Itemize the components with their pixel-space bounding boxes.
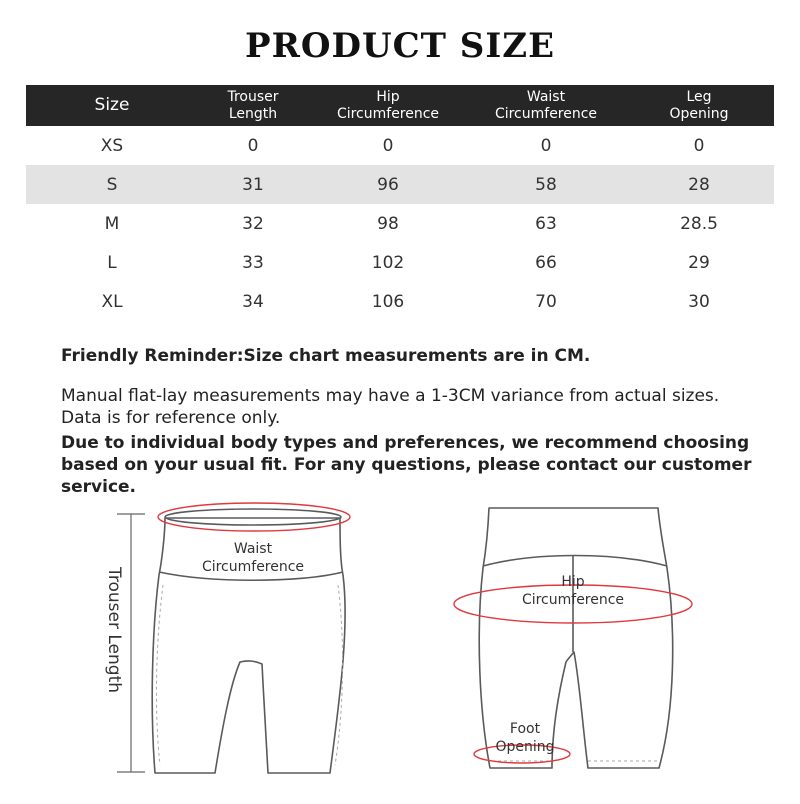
table-cell: 63 [535,213,557,234]
header-trouser-length: Trouser Length [198,85,308,126]
friendly-reminder: Friendly Reminder:Size chart measurements are in CM. [61,346,591,366]
table-cell: 31 [198,165,308,204]
table-header-row [26,85,774,126]
front-shorts-stitching [156,585,342,765]
table-row [26,243,774,282]
variance-note: Manual flat-lay measurements may have a 1-3CM variance from actual sizes. Data is for reference only. [61,386,720,428]
table-cell: M [104,213,120,234]
header-hip-circumference: Hip Circumference [308,85,468,126]
measurement-diagram [0,480,800,800]
waist-circumference-label: Waist Circumference [201,541,305,575]
table-cell: 0 [693,135,705,156]
foot-opening-label: Foot Opening [495,721,555,755]
advice-note: Due to individual body types and preferences, we recommend choosing based on your usual fit. For any questions, please contact our customer service. [61,433,752,497]
table-cell: 28.5 [680,213,718,234]
table-cell: 29 [688,252,710,273]
waist-measure-ring [158,503,350,531]
table-cell: 96 [308,165,468,204]
table-cell: 58 [468,165,624,204]
table-cell: 32 [242,213,264,234]
table-cell: 28 [624,165,774,204]
table-cell: 33 [242,252,264,273]
size-table [26,85,774,321]
hip-circumference-label: Hip Circumference [521,574,625,608]
table-cell: L [107,252,117,273]
header-waist-circumference: Waist Circumference [468,85,624,126]
table-cell: 70 [535,291,557,312]
table-cell: 66 [535,252,557,273]
header-size: Size [26,85,198,126]
table-cell: 98 [377,213,399,234]
table-cell: 0 [247,135,259,156]
table-row [26,126,774,165]
table-cell: 0 [382,135,394,156]
table-row [26,165,774,204]
table-cell: 102 [371,252,405,273]
table-cell: XL [101,291,123,312]
table-row [26,204,774,243]
table-cell: S [26,165,198,204]
header-leg-opening: Leg Opening [624,85,774,126]
trouser-length-label: Trouser Length [104,566,124,694]
table-cell: XS [100,135,124,156]
page-title: PRODUCT SIZE [245,26,555,66]
table-cell: 0 [540,135,552,156]
table-row [26,282,774,321]
table-cell: 106 [371,291,405,312]
table-cell: 34 [242,291,264,312]
table-cell: 30 [688,291,710,312]
